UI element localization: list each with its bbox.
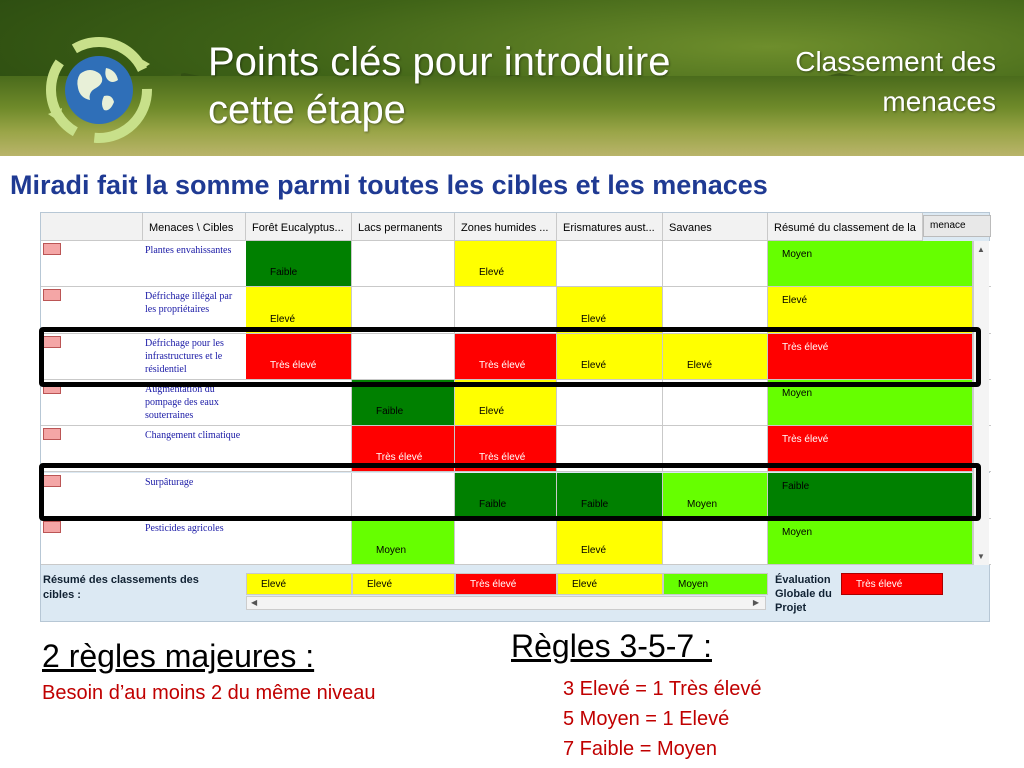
highlight-box-overgrazing-row (39, 463, 981, 521)
rating-value: Elevé (581, 359, 607, 371)
global-evaluation-value: Très élevé (841, 573, 943, 595)
summary-header-tag: menace (923, 215, 991, 237)
target-summary-cell: Très élevé (455, 573, 557, 595)
rating-value: Faible (581, 498, 609, 510)
rating-value: Moyen (687, 498, 718, 510)
rating-value: Elevé (479, 406, 505, 418)
threat-name[interactable]: Défrichage pour les infrastructures et le résidentiel (145, 337, 224, 375)
rating-value: Très élevé (270, 359, 317, 371)
scroll-up-icon[interactable]: ▲ (977, 245, 985, 254)
rating-value: Très élevé (479, 452, 526, 464)
target-summary-cell: Moyen (663, 573, 768, 595)
major-rules-title: 2 règles majeures : (42, 638, 315, 674)
threat-name[interactable]: Changement climatique (145, 430, 241, 442)
rating-value: Faible (479, 498, 507, 510)
scroll-right-icon[interactable]: ▶ (752, 598, 759, 607)
threat-summary-cell (768, 519, 973, 565)
threat-name[interactable]: Défrichage illégal par les propriétaires (145, 291, 233, 316)
target-header-3[interactable]: Erismatures aust... (557, 213, 663, 241)
rating-cell[interactable] (455, 519, 557, 565)
threat-summary-value: Moyen (782, 526, 813, 538)
threat-flag-icon (43, 289, 61, 301)
rules-357-title: Règles 3-5-7 : (511, 628, 712, 664)
globe-recycle-logo-icon (40, 34, 158, 146)
threat-name[interactable]: Plantes envahissantes (145, 245, 232, 256)
highlight-box-infrastructure-row (39, 327, 981, 387)
rating-cell[interactable] (557, 519, 663, 565)
rating-cell[interactable] (352, 241, 455, 287)
target-header-4[interactable]: Savanes (663, 213, 768, 241)
rule-item: 5 Moyen = 1 Elevé (563, 708, 730, 730)
target-summary-cell: Elevé (246, 573, 352, 595)
rating-value: Elevé (479, 267, 505, 279)
major-rules-text: Besoin d’au moins 2 du même niveau (42, 682, 376, 704)
rating-cell[interactable] (246, 241, 352, 287)
rule-item: 7 Faible = Moyen (563, 738, 717, 760)
target-header-2[interactable]: Zones humides ... (455, 213, 557, 241)
slide-subtitle: Miradi fait la somme parmi toutes les cibles et les menaces (10, 170, 768, 200)
flag-column-header (41, 213, 143, 241)
scroll-down-icon[interactable]: ▼ (977, 552, 985, 561)
rule-item: 3 Elevé = 1 Très élevé (563, 678, 762, 700)
threat-summary-value: Moyen (782, 387, 813, 399)
threat-rating-table (40, 212, 990, 622)
rating-value: Faible (376, 406, 404, 418)
threat-summary-cell (768, 241, 973, 287)
target-summary-cell: Elevé (352, 573, 455, 595)
threat-summary-value: Très élevé (782, 341, 829, 353)
rules-357-list (563, 674, 761, 764)
rating-cell[interactable] (663, 519, 768, 565)
page-title: Points clés pour introduire cette étape (208, 40, 671, 132)
rating-value: Elevé (270, 313, 296, 325)
rating-cell[interactable] (246, 519, 352, 565)
threat-name[interactable]: Augmentation du pompage des eaux souterraines (145, 383, 219, 421)
header-banner (0, 0, 1024, 156)
rating-value: Moyen (376, 545, 407, 557)
threat-summary-value: Elevé (782, 295, 808, 307)
target-header-1[interactable]: Lacs permanents (352, 213, 455, 241)
rating-cell[interactable] (663, 241, 768, 287)
scroll-left-icon[interactable]: ◀ (251, 598, 258, 607)
threat-name[interactable]: Surpâturage (145, 476, 194, 488)
corner-header[interactable]: Menaces \ Cibles (143, 213, 246, 241)
summary-header[interactable]: Résumé du classement de la (768, 213, 923, 241)
rating-cell[interactable] (352, 519, 455, 565)
target-header-0[interactable]: Forêt Eucalyptus... (246, 213, 352, 241)
threat-summary-value: Très élevé (782, 434, 829, 446)
global-evaluation-label: Évaluation Globale du Projet (775, 574, 832, 614)
section-title: Classement des menaces (795, 46, 996, 117)
threat-summary-value: Moyen (782, 249, 813, 260)
threat-name[interactable]: Pesticides agricoles (145, 522, 224, 534)
target-summary-cell: Elevé (557, 573, 663, 595)
threat-flag-icon (43, 243, 61, 255)
rating-value: Faible (270, 267, 298, 279)
rating-value: Très élevé (479, 359, 526, 371)
rating-value: Elevé (581, 313, 607, 325)
rating-value: Elevé (581, 545, 607, 557)
threat-summary-value: Faible (782, 480, 810, 492)
threat-flag-icon (43, 521, 61, 533)
threat-flag-icon (43, 428, 61, 440)
rating-cell[interactable] (557, 241, 663, 287)
horizontal-scrollbar[interactable] (246, 596, 766, 610)
rating-value: Très élevé (376, 452, 423, 464)
rating-cell[interactable] (455, 241, 557, 287)
targets-summary-label: Résumé des classements des cibles : (43, 574, 199, 601)
rating-value: Elevé (687, 359, 713, 371)
